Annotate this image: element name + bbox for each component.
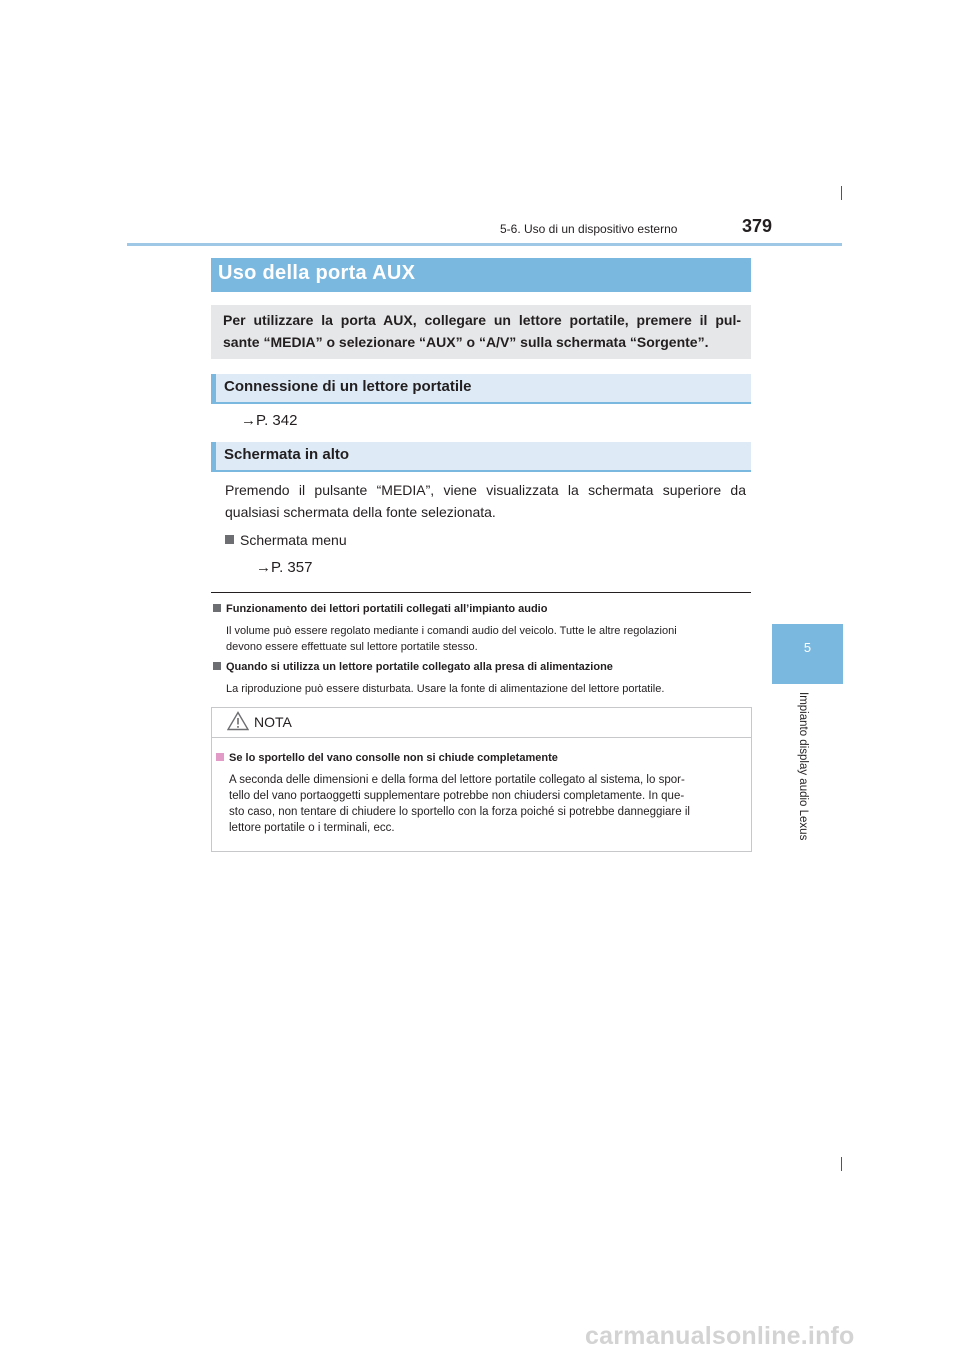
header-section-label: 5-6. Uso di un dispositivo esterno [500, 222, 678, 236]
chapter-title-vertical [793, 692, 813, 862]
nota-title: NOTA [254, 714, 292, 730]
note-1-heading: Funzionamento dei lettori portatili collegati all’impianto audio [213, 603, 547, 615]
intro-line-1: Per utilizzare la porta AUX, collegare un lettore portatile, premere il pul- [223, 312, 741, 328]
top-screen-line-2: qualsiasi schermata della fonte selezionata. [225, 504, 496, 520]
top-screen-line-1: Premendo il pulsante “MEDIA”, viene visualizzata la schermata superiore da [225, 482, 746, 498]
crop-mark-top [841, 186, 842, 200]
bullet-square-icon [213, 662, 221, 670]
top-screen-heading: Schermata in alto [224, 446, 350, 463]
connection-heading: Connessione di un lettore portatile [224, 378, 472, 395]
bullet-square-icon [213, 604, 221, 612]
bullet-square-icon [225, 535, 234, 544]
nota-heading: Se lo sportello del vano consolle non si chiude completamente [216, 752, 558, 764]
page-title: Uso della porta AUX [218, 262, 416, 284]
connection-heading-edge [211, 374, 216, 402]
note-2-heading: Quando si utilizza un lettore portatile collegato alla presa di alimentazione [213, 661, 613, 673]
intro-line-2: sante “MEDIA” o selezionare “AUX” o “A/V” sulla schermata “Sorgente”. [223, 334, 709, 350]
menu-label: Schermata menu [240, 532, 347, 548]
nota-divider [211, 737, 752, 738]
header-rule [127, 243, 842, 246]
note-2-line-1: La riproduzione può essere disturbata. Usare la fonte di alimentazione del lettore portatile. [226, 683, 665, 695]
nota-line-3: sto caso, non tentare di chiudere lo sportello con la forza poiché si potrebbe danneggiare il [229, 806, 690, 818]
note-1-line-2: devono essere effettuate sul lettore portatile stesso. [226, 641, 478, 653]
bullet-square-icon [216, 753, 224, 761]
chapter-number: 5 [803, 640, 812, 655]
crop-mark-bottom [841, 1157, 842, 1171]
nota-line-4: lettore portatile o i terminali, ecc. [229, 822, 395, 834]
chapter-title: Impianto display audio Lexus [797, 692, 809, 841]
menu-ref-link[interactable]: →P. 357 [256, 559, 313, 576]
watermark: carmanualsonline.info [585, 1322, 855, 1350]
page-number: 379 [742, 216, 773, 236]
connection-ref-link[interactable]: →P. 342 [241, 412, 298, 429]
nota-line-2: tello del vano portaoggetti supplementare potrebbe non chiudersi completamente. In que- [229, 790, 685, 802]
note-1-line-1: Il volume può essere regolato mediante i comandi audio del veicolo. Tutte le altre regolazioni [226, 625, 677, 637]
nota-line-1: A seconda delle dimensioni e della forma del lettore portatile collegato al sistema, lo spor- [229, 774, 685, 786]
warning-triangle-icon [227, 711, 249, 731]
menu-item [225, 529, 347, 551]
notes-separator [211, 592, 751, 593]
top-screen-heading-edge [211, 442, 216, 470]
